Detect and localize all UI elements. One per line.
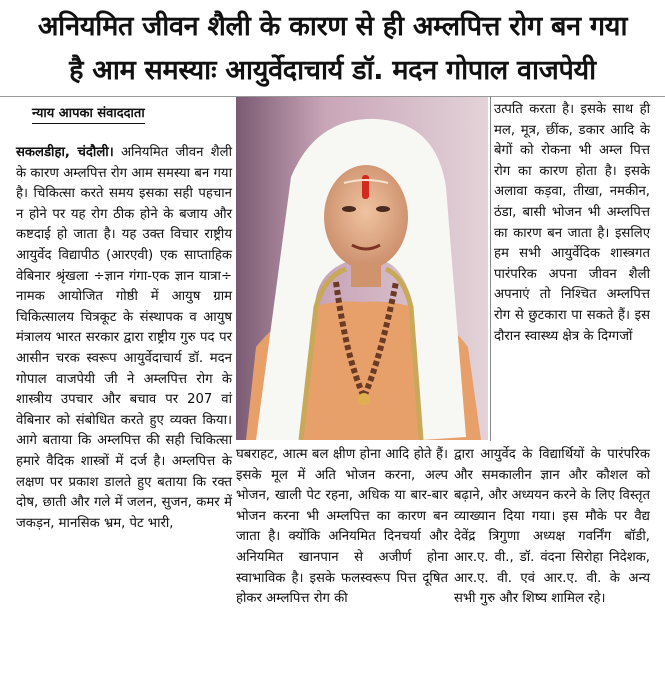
portrait-illustration — [236, 97, 488, 440]
dateline: सकलडीहा, चंदौली। — [16, 145, 114, 160]
headline-line-1: अनियमित जीवन शैली के कारण से ही अम्लपित्त रोग बन गया — [37, 11, 628, 42]
column-1-text: अनियमित जीवन शैली के कारण अम्लपित्त रोग आम समस्या बन गया है। चिकित्सा करते समय इसका सही पहचान न होने पर यह रोग ठीक होने के बजाय और कष्टदाई हो जाता है। यह उक्त विचार राष्ट्रीय आयुर्वेद विद्यापीठ (आरएवी) एक साप्ताहिक वेबिनार श्रृंखला ÷ज्ञान गंगा-एक ज्ञान यात्रा÷ नामक आयोजित गोष्ठी में आयुष ग्राम चिकित्सालय चित्रकूट के संस्थापक व आयुष मंत्रालय भारत सरकार द्वारा राष्ट्रीय गुरु पद पर आसीन चरक स्वरूप आयुर्वेदाचार्य डॉ. मदन गोपाल वाजपेयी जी ने अम्लपित्त रोग के शास्त्रीय उपचार और बचाव पर 207 वां वेबिनार को संबोधित करते हुए व्यक्त किया। आगे बताया कि अम्लपित्त की सही चिकित्सा हमारे वैदिक शास्त्रों में दर्ज है। अम्लपित्त के लक्षण पर प्रकाश डालते हुए बताया कि रक्त दोष, छाती और गले में जलन, सुजन, कमर में जकड़न, मानसिक भ्रम, पेट भारी, — [16, 145, 232, 531]
column-3-text: द्वारा आयुर्वेद के विद्यार्थियों के पारंपरिक और समकालीन ज्ञान और कौशल को बढ़ाने, और अध्ययन करने के लिए विस्तृत व्याख्यान दिया गया। इस मौके पर वैद्य देवेंद्र त्रिगुणा अध्यक्ष गवर्निंग बॉडी, आर.ए. वी., डॉ. वंदना सिरोहा निदेशक, आर.ए. वी. एवं आर.ए. वी. के अन्य सभी गुरु और शिष्य शामिल रहे। — [454, 447, 650, 607]
article-column-3 — [454, 445, 650, 610]
portrait-photo — [236, 97, 488, 440]
column-rule — [490, 96, 491, 441]
column-2-text: घबराहट, आत्म बल क्षीण होना आदि होते हैं। इसके मूल में अति भोजन करना, अल्प भोजन, खाली पेट रहना, अधिक या बार-बार भोजन करना भी अम्लपित्त का कारण बन जाता है। क्योंकि अनियमित दिनचर्या और अनियमित खानपान से अजीर्ण होना स्वाभाविक है। इसके फलस्वरूप पित्त दूषित होकर अम्लपित्त रोग की — [236, 447, 448, 607]
column-4-text: उत्पति करता है। इसके साथ ही मल, मूत्र, छींक, डकार आदि के बेगों को रोकना भी अम्ल पित्त रोग का कारण होता है। इसके अलावा कड़वा, तीखा, नमकीन, ठंडा, बासी भोजन भी अम्लपित्त का कारण बन जाता है। इसलिए हम सभी आयुर्वेदिक शास्त्रगत पारंपरिक अपना जीवन शैली अपनाएं तो निश्चित अम्लपित्त रोग से छुटकारा पा सकते हैं। इस दौरान स्वास्थ्य क्षेत्र के दिग्गजों — [494, 102, 650, 344]
headline-line-2: है आम समस्याः आयुर्वेदाचार्य डॉ. मदन गोपाल वाजपेयी — [69, 55, 596, 86]
article-column-4 — [494, 100, 650, 347]
byline: न्याय आपका संवाददाता — [32, 103, 145, 124]
article-column-2 — [236, 445, 448, 610]
article-column-1 — [16, 143, 232, 534]
